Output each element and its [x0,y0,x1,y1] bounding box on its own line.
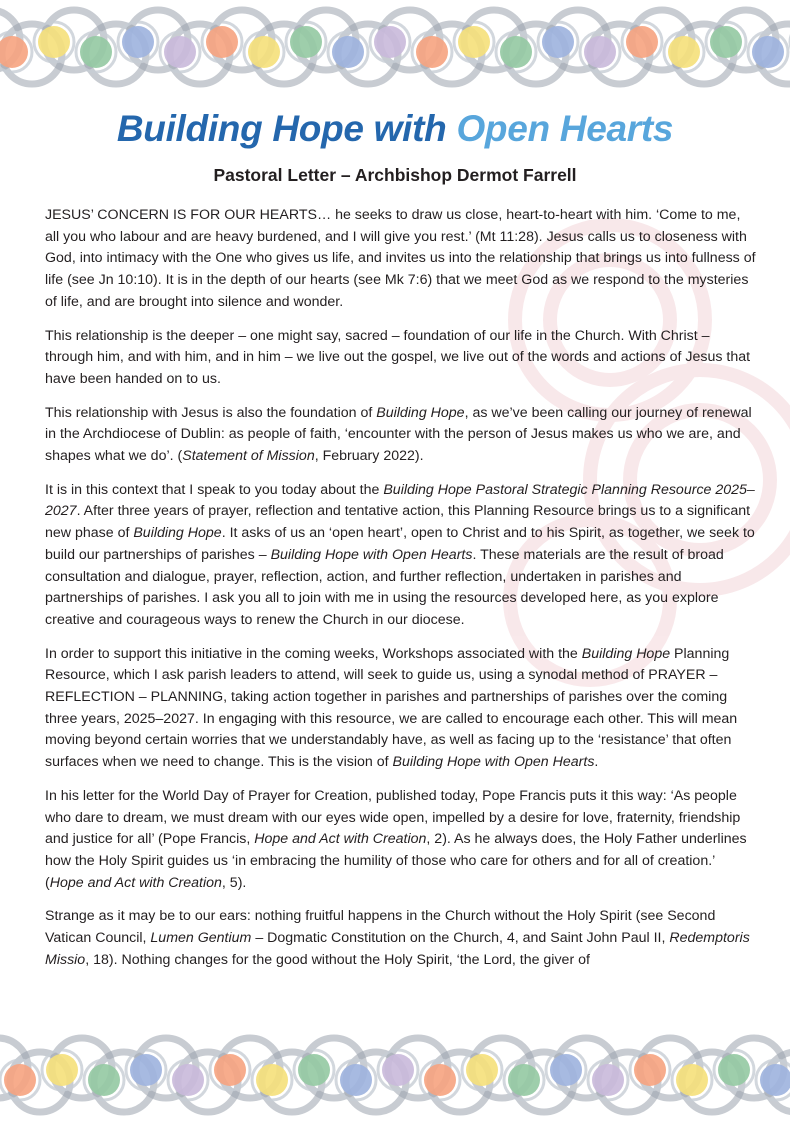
chain-dot [0,36,28,68]
chain-dot [382,1054,414,1086]
chain-of-circles-border [0,1028,790,1124]
paragraph-7: Strange as it may be to our ears: nothing fruitful happens in the Church without the Holy Spirit (see Second Vatican Council, Lumen Gentium – Dogmatic Constitution on the Church, 4, and Saint John Paul II, Redemptoris Missio, 18). Nothing changes for the good without the Holy Spirit, ‘the Lord, the giver of [45,908,750,968]
chain-dot [122,26,154,58]
paragraph-6: In his letter for the World Day of Prayer for Creation, published today, Pope Francis puts it this way: ‘As people who dare to dream, we must dream with our eyes wide open, impelled by a desire for love, fraternity, friendship and justice for all’ (Pope Francis, Hope and Act with Creation, 2). As he always does, the Holy Father underlines how the Holy Spirit guides us ‘in embracing the humility of those who care for others and for all of creation.’ (Hope and Act with Creation, 5). [45,787,747,891]
paragraph-2: This relationship is the deeper – one might say, sacred – foundation of our life in the Church. With Christ – through him, and with him, and in him – we live out the gospel, we live out of the words and actions of Jesus that have been handed on to us. [45,327,751,387]
italic-title: Building Hope [581,645,671,662]
chain-dot [424,1064,456,1096]
chain-dot [668,36,700,68]
chain-dot [508,1064,540,1096]
chain-dot [542,26,574,58]
chain-dot [88,1064,120,1096]
italic-title: Building Hope [133,525,222,542]
chain-dot [80,36,112,68]
chain-dot [592,1064,624,1096]
chain-dot [500,36,532,68]
chain-dot [290,26,322,58]
chain-dot [248,36,280,68]
paragraph-5: In order to support this initiative in the coming weeks, Workshops associated with the Building Hope Planning Resource, which I ask parish leaders to attend, will seek to guide us, using a synodal method of PRAYER – REFLECTION – PLANNING, taking action together in parishes and partnerships of parishes over the coming three years, 2025–2027. In engaging with this resource, we are called to encourage each other. This will mean moving beyond certain worries that we understandably have, as well as facing up to the ‘resistance’ that often surfaces when we need to change. This is the vision of Building Hope with Open Hearts. [45,645,738,771]
chain-dot [340,1064,372,1096]
italic-title: Building Hope [376,404,465,421]
chain-dot [172,1064,204,1096]
chain-dot [164,36,196,68]
chain-dot [46,1054,78,1086]
top-decorative-border [0,0,790,96]
chain-dot [458,26,490,58]
page-subtitle: Pastoral Letter – Archbishop Dermot Farrell [213,165,577,185]
chain-dot [710,26,742,58]
chain-dot [130,1054,162,1086]
italic-title: Lumen Gentium [150,930,252,947]
chain-dot [374,26,406,58]
chain-dot [332,36,364,68]
italic-title: Building Hope with Open Hearts [392,754,595,771]
chain-dot [718,1054,750,1086]
chain-dot [466,1054,498,1086]
italic-title: Hope and Act with Creation [254,831,427,848]
italic-title: Redemptoris Missio [45,930,750,968]
letter-body [45,205,757,984]
chain-dot [550,1054,582,1086]
paragraph-4: It is in this context that I speak to you today about the Building Hope Pastoral Strategic Planning Resource 2025–2027. After three years of prayer, reflection and tentative action, this Planning Resource brings us to a significant new phase of Building Hope. It asks of us an ‘open heart’, open to Christ and to his Spirit, as together, we seek to build our partnerships of parishes – Building Hope with Open Hearts. These materials are the result of broad consultation and dialogue, prayer, reflection, action, and further reflection, undertaken in parishes and partnerships of parishes. I ask you all to join with me in using the resources developed here, as you explore creative and courageous ways to renew the Church in our diocese. [45,481,755,628]
chain-of-circles-border [0,0,790,96]
chain-dot [38,26,70,58]
chain-dot [298,1054,330,1086]
chain-dot [752,36,784,68]
chain-dot [256,1064,288,1096]
chain-dot [676,1064,708,1096]
chain-dot [214,1054,246,1086]
chain-dot [584,36,616,68]
bottom-decorative-border [0,1028,790,1124]
chain-dot [206,26,238,58]
paragraph-1: JESUS’ CONCERN IS FOR OUR HEARTS… he seeks to draw us close, heart-to-heart with him. ‘Come to me, all you who labour and are heavy burdened, and I will give you rest.’ (Mt 11:28). Jesus calls us to closeness with God, into intimacy with the One who gives us life, and invites us into the relationship that brings us into fullness of life (see Jn 10:10). It is in the depth of our hearts (see Mk 7:6) that we meet God as we respond to the mysteries of life, and are brought into silence and wonder. [45,207,756,310]
italic-title: Hope and Act with Creation [49,874,222,891]
page-title [0,108,790,150]
title-part-two: Open Hearts [456,108,674,149]
chain-dot [634,1054,666,1086]
chain-dot [626,26,658,58]
italic-title: Statement of Mission [182,448,315,465]
chain-dot [416,36,448,68]
title-part-one: Building Hope with [116,108,457,149]
paragraph-3: This relationship with Jesus is also the foundation of Building Hope, as we’ve been calling our journey of renewal in the Archdiocese of Dublin: as people of faith, ‘encounter with the person of Jesus makes us who we are, and shapes what we do’. (Statement of Mission, February 2022). [45,404,752,465]
chain-dot [4,1064,36,1096]
italic-title: Building Hope Pastoral Strategic Planning Resource 2025–2027 [45,481,755,520]
italic-title: Building Hope with Open Hearts [270,546,473,563]
